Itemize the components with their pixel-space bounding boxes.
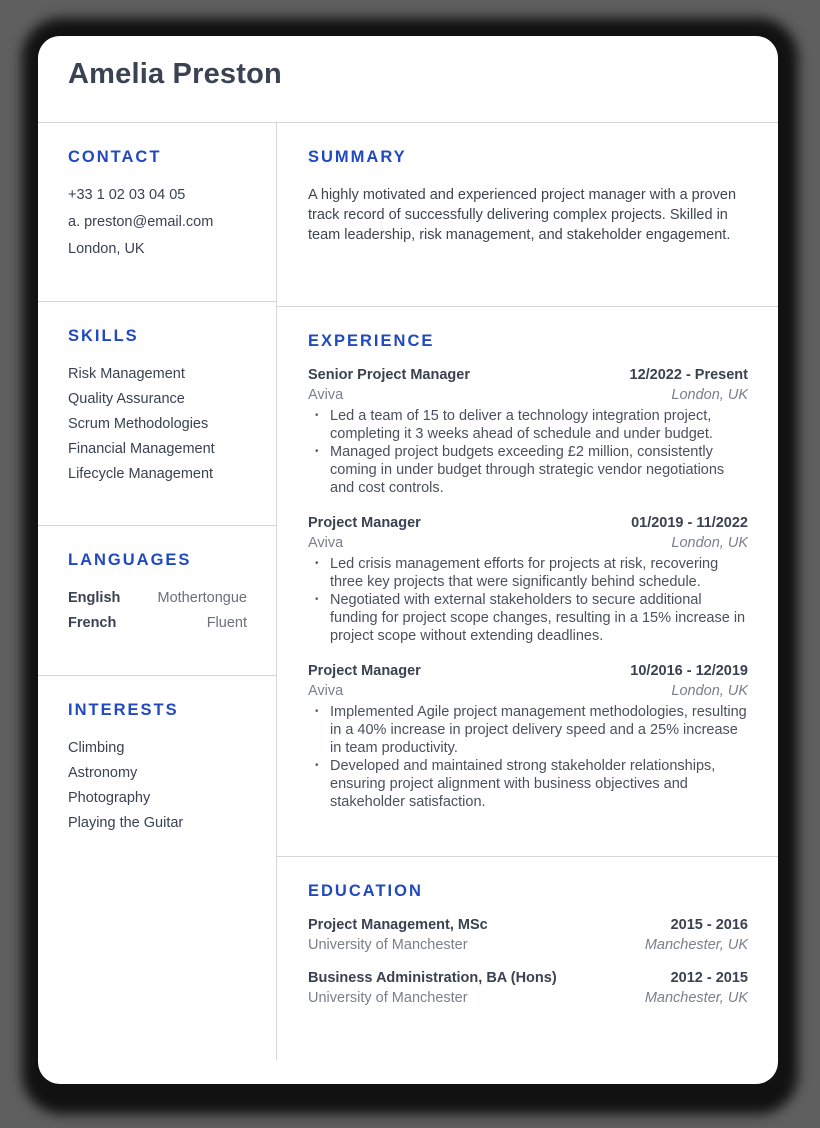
interest-item: Photography — [68, 790, 151, 806]
summary-text: A highly motivated and experienced project manager with a proven track record of successfully delivering complex projects. Skilled in team leadership, risk management, and stakeholder engagement. — [308, 187, 737, 243]
school-location: Manchester, UK — [644, 990, 748, 1006]
interests-title: INTERESTS — [68, 701, 179, 719]
skill-item: Quality Assurance — [68, 391, 185, 407]
languages-title: LANGUAGES — [68, 551, 192, 569]
header-divider — [38, 122, 778, 123]
interest-item: Climbing — [68, 740, 125, 756]
skills-title: SKILLS — [68, 327, 139, 345]
experience-title: EXPERIENCE — [308, 332, 435, 350]
school-name: University of Manchester — [308, 937, 468, 953]
job-title: Senior Project Manager — [308, 367, 470, 383]
experience-entry — [308, 663, 748, 811]
skills-divider — [38, 525, 276, 526]
language-name: English — [68, 590, 121, 606]
languages-divider — [38, 675, 276, 676]
experience-entry — [308, 515, 748, 645]
degree-name: Business Administration, BA (Hons) — [308, 970, 557, 986]
degree-name: Project Management, MSc — [308, 917, 488, 933]
language-level: Mothertongue — [157, 590, 247, 606]
job-location: London, UK — [671, 535, 748, 551]
experience-divider — [277, 856, 778, 857]
job-title: Project Manager — [308, 515, 421, 531]
skill-item: Lifecycle Management — [68, 466, 214, 482]
job-bullet: • Negotiated with external stakeholders to secure additional funding for project scope changes, resulting in a 15% increase in project scope without extending deadlines. — [330, 591, 748, 645]
contact-email: a. preston@email.com — [68, 214, 214, 230]
summary-title: SUMMARY — [308, 148, 407, 166]
job-bullet: • Led a team of 15 to deliver a technology integration project, completing it 3 weeks ahead of schedule and under budget. — [330, 407, 748, 443]
degree-dates: 2012 - 2015 — [670, 970, 748, 986]
contact-phone: +33 1 02 03 04 05 — [68, 187, 186, 203]
job-location: London, UK — [671, 683, 748, 699]
skill-item: Risk Management — [68, 366, 185, 382]
job-company: Aviva — [308, 535, 344, 551]
column-divider — [276, 122, 277, 1060]
contact-title: CONTACT — [68, 148, 162, 166]
interest-item: Playing the Guitar — [68, 815, 184, 831]
education-entry — [308, 970, 748, 1010]
skill-item: Scrum Methodologies — [68, 416, 209, 432]
degree-dates: 2015 - 2016 — [670, 917, 748, 933]
job-bullet: • Developed and maintained strong stakeholder relationships, ensuring project alignment with business objectives and stakeholder satisfaction. — [330, 757, 748, 811]
job-bullet: • Implemented Agile project management methodologies, resulting in a 40% increase in project delivery speed and a 25% increase in team productivity. — [330, 703, 748, 757]
job-dates: 10/2016 - 12/2019 — [630, 663, 748, 679]
experience-entry — [308, 367, 748, 497]
contact-location: London, UK — [68, 241, 145, 257]
skill-item: Financial Management — [68, 441, 215, 457]
job-title: Project Manager — [308, 663, 421, 679]
contact-divider — [38, 301, 276, 302]
resume-page — [38, 36, 778, 1084]
resume-name: Amelia Preston — [68, 58, 282, 90]
job-bullets — [308, 703, 748, 811]
education-title: EDUCATION — [308, 882, 423, 900]
interest-item: Astronomy — [68, 765, 138, 781]
job-location: London, UK — [671, 387, 748, 403]
school-location: Manchester, UK — [644, 937, 748, 953]
job-bullet: • Managed project budgets exceeding £2 million, consistently coming in under budget through strategic vendor negotiations and cost controls. — [330, 443, 748, 497]
job-dates: 12/2022 - Present — [629, 367, 748, 383]
job-bullet: • Led crisis management efforts for projects at risk, recovering three key projects that were significantly behind schedule. — [330, 555, 748, 591]
job-company: Aviva — [308, 683, 344, 699]
job-bullets — [308, 407, 748, 497]
language-name: French — [68, 615, 117, 631]
language-level: Fluent — [206, 615, 247, 631]
school-name: University of Manchester — [308, 990, 468, 1006]
job-dates: 01/2019 - 11/2022 — [631, 515, 748, 531]
summary-divider — [277, 306, 778, 307]
job-bullets — [308, 555, 748, 645]
job-company: Aviva — [308, 387, 344, 403]
education-entry — [308, 917, 748, 957]
